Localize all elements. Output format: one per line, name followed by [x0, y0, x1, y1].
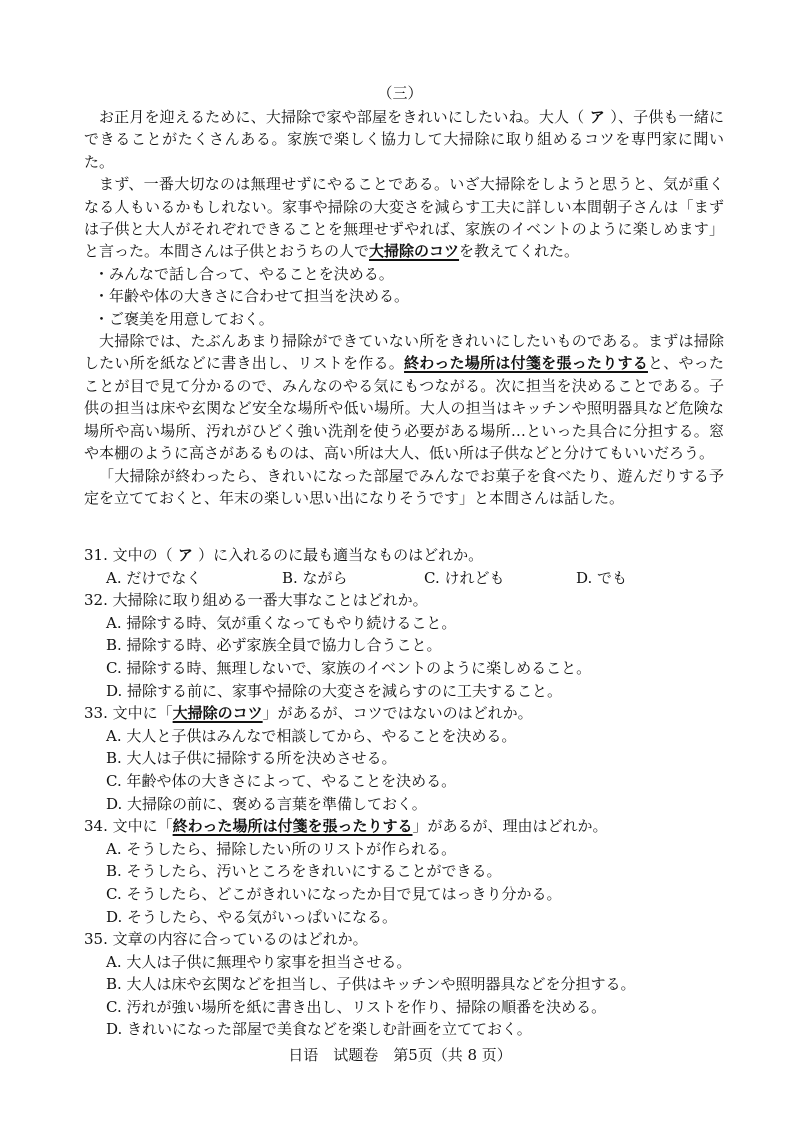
q34-stem-a: 34. 文中に「	[84, 817, 173, 836]
passage-paragraph-4: 「大掃除が終わったら、きれいになった部屋でみんなでお菓子を食べたり、遊んだりする予定を立てておくと、年末の楽しい思い出になりそうです」と本間さんは話した。	[84, 466, 724, 507]
question-list	[84, 544, 744, 1041]
q33-stem-b: 」があるが、コツではないのはどれか。	[262, 704, 533, 723]
q33-stem-a: 33. 文中に「	[84, 704, 173, 723]
q34-underlined: 終わった場所は付箋を張ったりする	[172, 817, 413, 836]
passage-paragraph-3	[84, 330, 724, 464]
passage-paragraph-2	[84, 173, 724, 263]
q31-option-c[interactable]: C. けれども	[424, 568, 505, 587]
q31-blank: ア	[172, 546, 199, 564]
bullet-item: ・みんなで話し合って、やることを決める。	[94, 264, 394, 283]
section-title: （三）	[377, 84, 423, 102]
q31-stem-b: ）に入れるのに最も適当なものはどれか。	[198, 546, 484, 564]
q31-option-a[interactable]: A. だけでなく	[106, 568, 202, 587]
question-33-stem	[84, 702, 744, 725]
q34-stem-b: 」があるが、理由はどれか。	[412, 817, 608, 836]
q32-option-d[interactable]: D. 掃除する前に、家事や掃除の大変さを減らすのに工夫すること。	[106, 681, 563, 700]
p3-text-b: と、やったことが目で見て分かるので、みんなのやる気にもつながる。次に担当を決めることである。子供の担当は床や玄関など安全な場所や低い場所。大人の担当はキッチンや照明器具など危険な場所や高い場所、汚れがひどく強い洗剤を使う必要がある場所…といった具合に分担する。窓や本棚のように高さがあるものは、高い所は大人、低い所は子供などと分けてもいいだろう。	[84, 354, 724, 463]
question-35-stem: 35. 文章の内容に合っているのはどれか。	[84, 930, 368, 949]
q33-underlined: 大掃除のコツ	[172, 704, 263, 723]
p2-text-a: まず、一番大切なのは無理せずにやることである。いざ大掃除をしようと思うと、気が重くなる人もいるかもしれない。家事や掃除の大変さを減らす工夫に詳しい本間朝子さんは「まずは子供と大人がそれぞれできることを無理せずやれば、家族のイベントのように楽しめます」と言った。本間さんは子供とおうちの人で	[84, 175, 724, 261]
q35-option-c[interactable]: C. 汚れが強い場所を紙に書き出し、リストを作り、掃除の順番を決める。	[106, 997, 607, 1016]
q34-option-b[interactable]: B. そうしたら、汚いところをきれいにすることができる。	[106, 862, 502, 881]
q33-option-b[interactable]: B. 大人は子供に掃除する所を決めさせる。	[106, 749, 397, 768]
p1-text-a: お正月を迎えるために、大掃除で家や部屋をきれいにしたいね。大人（	[99, 108, 585, 126]
q33-option-c[interactable]: C. 年齢や体の大きさによって、やることを決める。	[106, 771, 457, 790]
q32-option-b[interactable]: B. 掃除する時、必ず家族全員で協力し合うこと。	[106, 636, 442, 655]
p2-text-b: を教えてくれた。	[459, 242, 580, 261]
p3-text-a: 大掃除では、たぶんあまり掃除ができていない所をきれいにしたいものである。まずは掃除したい所を紙などに書き出し、リストを作る。	[84, 332, 724, 373]
underlined-phrase-sticky-notes: 終わった場所は付箋を張ったりする	[404, 354, 648, 373]
q35-option-a[interactable]: A. 大人は子供に無理やり家事を担当させる。	[106, 952, 412, 971]
question-34-stem	[84, 815, 744, 838]
q31-stem-a: 31. 文中の（	[84, 546, 173, 564]
underlined-phrase-cleaning-tips: 大掃除のコツ	[369, 242, 460, 261]
blank-a: ア	[584, 108, 611, 126]
bullet-item: ・ご褒美を用意しておく。	[94, 309, 274, 328]
q33-option-d[interactable]: D. 大掃除の前に、褒める言葉を準備しておく。	[106, 794, 427, 813]
question-31-options	[84, 567, 744, 590]
bullet-item: ・年齢や体の大きさに合わせて担当を決める。	[94, 287, 410, 306]
q34-option-d[interactable]: D. そうしたら、やる気がいっぱいになる。	[106, 907, 398, 926]
q31-option-d[interactable]: D. でも	[576, 568, 628, 587]
passage-paragraph-1	[84, 106, 724, 173]
q32-option-c[interactable]: C. 掃除する時、無理しないで、家族のイベントのように楽しめること。	[106, 658, 592, 677]
q34-option-c[interactable]: C. そうしたら、どこがきれいになったか目で見てはっきり分かる。	[106, 884, 562, 903]
q32-option-a[interactable]: A. 掃除する時、気が重くなってもやり続けること。	[106, 613, 457, 632]
p1-text-b: ）、子供も一緒にできることがたくさんある。家族で楽しく協力して大掃除に取り組めるコツを専門家に聞いた。	[84, 108, 724, 171]
q33-option-a[interactable]: A. 大人と子供はみんなで相談してから、やることを決める。	[106, 726, 517, 745]
reading-passage	[84, 106, 724, 509]
q34-option-a[interactable]: A. そうしたら、掃除したい所のリストが作られる。	[106, 839, 457, 858]
question-32-stem: 32. 大掃除に取り組める一番大事なことはどれか。	[84, 591, 428, 610]
q31-option-b[interactable]: B. ながら	[282, 568, 348, 587]
question-31-stem	[84, 544, 744, 567]
q35-option-b[interactable]: B. 大人は床や玄関などを担当し、子供はキッチンや照明器具などを分担する。	[106, 975, 636, 994]
q35-option-d[interactable]: D. きれいになった部屋で美食などを楽しむ計画を立てておく。	[106, 1020, 532, 1039]
page-footer: 日语 试题卷 第5页（共 8 页）	[288, 1046, 512, 1064]
